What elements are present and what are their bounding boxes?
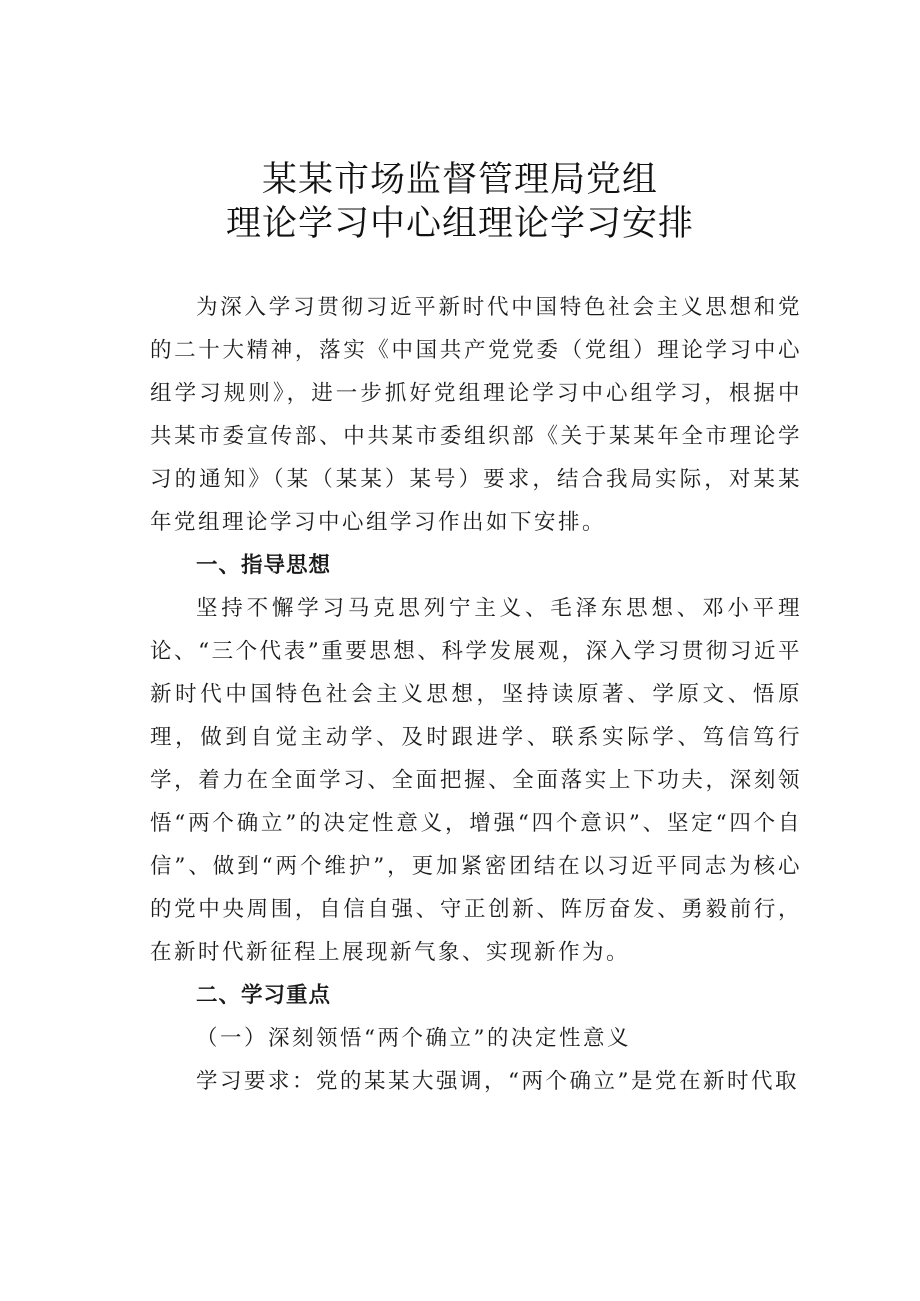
section-heading-study-focus: 二、学习重点 <box>196 983 332 1008</box>
intro-paragraph: 为深入学习贯彻习近平新时代中国特色社会主义思想和党的二十大精神，落实《中国共产党党委（党组）理论学习中心组学习规则》，进一步抓好党组理论学习中心组学习，根据中共某市委宣传部、中共某市委组织部《关于某某年全市理论学习的通知》（某（某某）某号）要求，结合我局实际，对某某年党组理论学习中心组学习作出如下安排。 <box>150 295 802 535</box>
document-title-line-2: 理论学习中心组理论学习安排 <box>225 204 694 244</box>
section-heading-guiding-thought: 一、指导思想 <box>196 553 332 578</box>
subsection-heading-two-establishments: （一）深刻领悟“两个确立”的决定性意义 <box>196 1026 631 1051</box>
study-requirements-paragraph: 学习要求：党的某某大强调，“两个确立”是党在新时代取 <box>196 1069 799 1094</box>
document-title-line-1: 某某市场监督管理局党组 <box>261 160 658 200</box>
guiding-thought-paragraph: 坚持不懈学习马克思列宁主义、毛泽东思想、邓小平理论、“三个代表”重要思想、科学发展观，深入学习贯彻习近平新时代中国特色社会主义思想，坚持读原著、学原文、悟原理，做到自觉主动学、及时跟进学、联系实际学、笃信笃行学，着力在全面学习、全面把握、全面落实上下功夫，深刻领悟“两个确立”的决定性意义，增强“四个意识”、坚定“四个自信”、做到“两个维护”，更加紧密团结在以习近平同志为核心的党中央周围，自信自强、守正创新、阵厉奋发、勇毅前行，在新时代新征程上展现新气象、实现新作为。 <box>150 596 802 965</box>
document-body <box>150 286 802 1103</box>
